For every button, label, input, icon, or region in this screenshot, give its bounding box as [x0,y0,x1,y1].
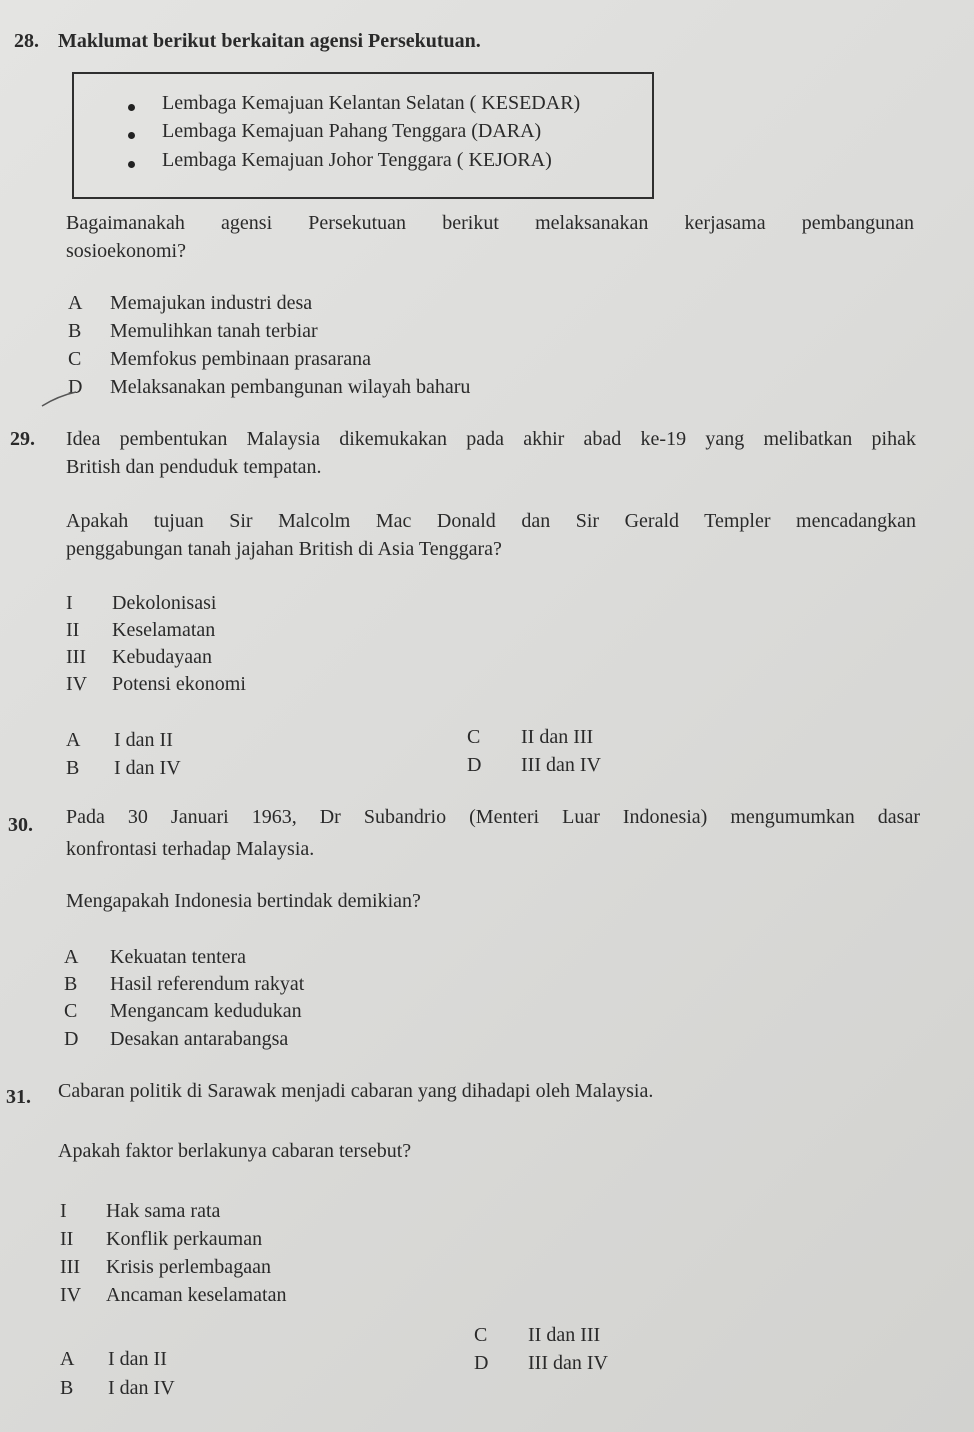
q30-option-b[interactable]: B Hasil referendum rakyat [64,973,305,995]
q28-box-item: Lembaga Kemajuan Pahang Tenggara (DARA) [162,120,542,142]
q28-question-line: Bagaimanakah agensi Persekutuan berikut melaksanakan kerjasama pembangunan [66,212,914,234]
q30-option-a[interactable]: A Kekuatan tentera [64,946,247,968]
q29-option-c[interactable]: C II dan III [467,726,594,748]
q31-stem: Cabaran politik di Sarawak menjadi cabaran yang dihadapi oleh Malaysia. [58,1080,654,1102]
q30-stem-line: Pada 30 Januari 1963, Dr Subandrio (Menteri Luar Indonesia) mengumumkan dasar [66,806,920,828]
q29-question-line: Apakah tujuan Sir Malcolm Mac Donald dan Sir Gerald Templer mencadangkan [66,510,916,532]
q29-statement: IV Potensi ekonomi [66,673,246,695]
q29-statement: I Dekolonisasi [66,592,217,614]
q31-option-a[interactable]: A I dan II [60,1348,167,1370]
q28-question-line: sosioekonomi? [66,240,186,262]
q28-option-c[interactable]: C Memfokus pembinaan prasarana [68,348,372,370]
q28-option-a[interactable]: A Memajukan industri desa [68,292,313,314]
q31-statement: II Konflik perkauman [60,1228,263,1250]
q29-stem-line: Idea pembentukan Malaysia dikemukakan pada akhir abad ke-19 yang melibatkan pihak [66,428,916,450]
q31-question: Apakah faktor berlakunya cabaran tersebut? [58,1140,412,1162]
q28-stem: Maklumat berikut berkaitan agensi Persekutuan. [58,30,481,52]
q31-statement: I Hak sama rata [60,1200,221,1222]
bullet-icon [128,132,135,139]
q30-option-c[interactable]: C Mengancam kedudukan [64,1000,302,1022]
q29-option-d[interactable]: D III dan IV [467,754,601,776]
q29-statement: II Keselamatan [66,619,216,641]
q31-option-b[interactable]: B I dan IV [60,1377,175,1399]
q28-box-item: Lembaga Kemajuan Kelantan Selatan ( KESEDAR) [162,92,581,114]
q30-stem-line: konfrontasi terhadap Malaysia. [66,838,315,860]
q29-option-b[interactable]: B I dan IV [66,757,181,779]
q28-box-item: Lembaga Kemajuan Johor Tenggara ( KEJORA) [162,149,552,171]
q28-option-d[interactable]: D Melaksanakan pembangunan wilayah baharu [68,376,471,398]
q31-number: 31. [6,1086,31,1108]
q28-number: 28. [14,30,39,52]
q31-statement: III Krisis perlembagaan [60,1256,271,1278]
q28-option-b[interactable]: B Memulihkan tanah terbiar [68,320,318,342]
q30-number: 30. [8,814,33,836]
q31-option-c[interactable]: C II dan III [474,1324,601,1346]
q29-stem-line: British dan penduduk tempatan. [66,456,322,478]
q29-statement: III Kebudayaan [66,646,212,668]
pencil-mark [40,388,80,410]
q30-question: Mengapakah Indonesia bertindak demikian? [66,890,421,912]
q28-header [14,30,481,53]
q31-statement: IV Ancaman keselamatan [60,1284,287,1306]
bullet-icon [128,161,135,168]
q29-question-line: penggabungan tanah jajahan British di Asia Tenggara? [66,538,502,560]
q31-option-d[interactable]: D III dan IV [474,1352,608,1374]
q30-option-d[interactable]: D Desakan antarabangsa [64,1028,289,1050]
q29-option-a[interactable]: A I dan II [66,729,173,751]
q29-number: 29. [10,428,35,450]
bullet-icon [128,104,135,111]
